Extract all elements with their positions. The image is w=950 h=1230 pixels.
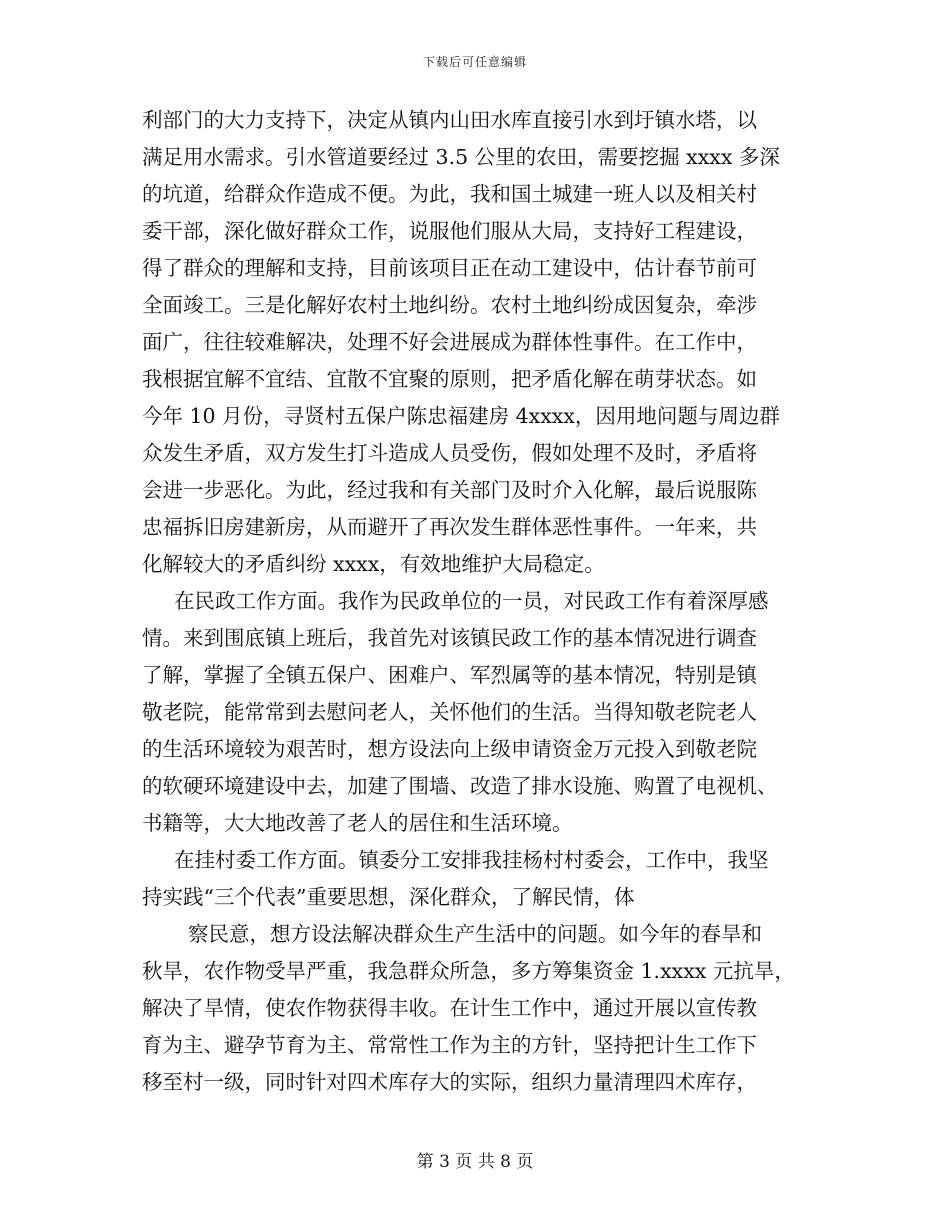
text-line: 情。来到围底镇上班后，我首先对该镇民政工作的基本情况进行调查 xyxy=(142,626,757,650)
text-line: 众发生矛盾，双方发生打斗造成人员受伤，假如处理不及时，矛盾将 xyxy=(142,441,757,465)
text-line: 全面竣工。三是化解好农村土地纠纷。农村土地纠纷成因复杂，牵涉 xyxy=(142,293,757,317)
text-line: 的生活环境较为艰苦时，想方设法向上级申请资金万元投入到敬老院 xyxy=(142,737,757,761)
text-line: 解决了旱情，使农作物获得丰收。在计生工作中，通过开展以宣传教 xyxy=(142,996,757,1020)
text-line: 利部门的大力支持下，决定从镇内山田水库直接引水到圩镇水塔，以 xyxy=(142,108,757,132)
page-number-footer: 第 3 页 共 8 页 xyxy=(416,1152,534,1172)
text-line: 育为主、避孕节育为主、常常性工作为主的方针，坚持把计生工作下 xyxy=(142,1033,757,1057)
text-line: 书籍等，大大地改善了老人的居住和生活环境。 xyxy=(142,811,573,835)
text-line: 敬老院，能常常到去慰问老人，关怀他们的生活。当得知敬老院老人 xyxy=(142,700,757,724)
text-line: 我根据宜解不宜结、宜散不宜聚的原则，把矛盾化解在萌芽状态。如 xyxy=(142,367,757,391)
text-line: 持实践“三个代表”重要思想，深化群众，了解民情，体 xyxy=(142,885,635,909)
text-line: 忠福拆旧房建新房，从而避开了再次发生群体恶性事件。一年来，共 xyxy=(142,515,757,539)
text-line: 秋旱，农作物受旱严重，我急群众所急，多方筹集资金 1.xxxx 元抗旱， xyxy=(142,959,795,983)
text-line: 的软硬环境建设中去，加建了围墙、改造了排水设施、购置了电视机、 xyxy=(142,774,778,798)
text-line: 面广，往往较难解决，处理不好会进展成为群体性事件。在工作中， xyxy=(142,330,757,354)
paragraph-first-line: 在民政工作方面。我作为民政单位的一员，对民政工作有着深厚感 xyxy=(174,589,769,613)
text-line: 化解较大的矛盾纠纷 xxxx，有效地维护大局稳定。 xyxy=(142,552,605,576)
text-line: 得了群众的理解和支持，目前该项目正在动工建设中，估计春节前可 xyxy=(142,256,757,280)
page-header: 下载后可任意编辑 xyxy=(422,55,527,69)
paragraph-first-line: 察民意，想方设法解决群众生产生活中的问题。如今年的春旱和 xyxy=(188,922,762,946)
text-line: 会进一步恶化。为此，经过我和有关部门及时介入化解，最后说服陈 xyxy=(142,478,757,502)
paragraph-first-line: 在挂村委工作方面。镇委分工安排我挂杨村村委会，工作中，我坚 xyxy=(174,848,769,872)
text-line: 了解，掌握了全镇五保户、困难户、军烈属等的基本情况，特别是镇 xyxy=(142,663,757,687)
text-line: 满足用水需求。引水管道要经过 3.5 公里的农田，需要挖掘 xxxx 多深 xyxy=(142,145,780,169)
text-line: 今年 10 月份，寻贤村五保户陈忠福建房 4xxxx，因用地问题与周边群 xyxy=(142,404,780,428)
text-line: 的坑道，给群众作造成不便。为此，我和国土城建一班人以及相关村 xyxy=(142,182,757,206)
text-line: 移至村一级，同时针对四术库存大的实际，组织力量清理四术库存， xyxy=(142,1070,757,1094)
text-line: 委干部，深化做好群众工作，说服他们服从大局，支持好工程建设， xyxy=(142,219,757,243)
